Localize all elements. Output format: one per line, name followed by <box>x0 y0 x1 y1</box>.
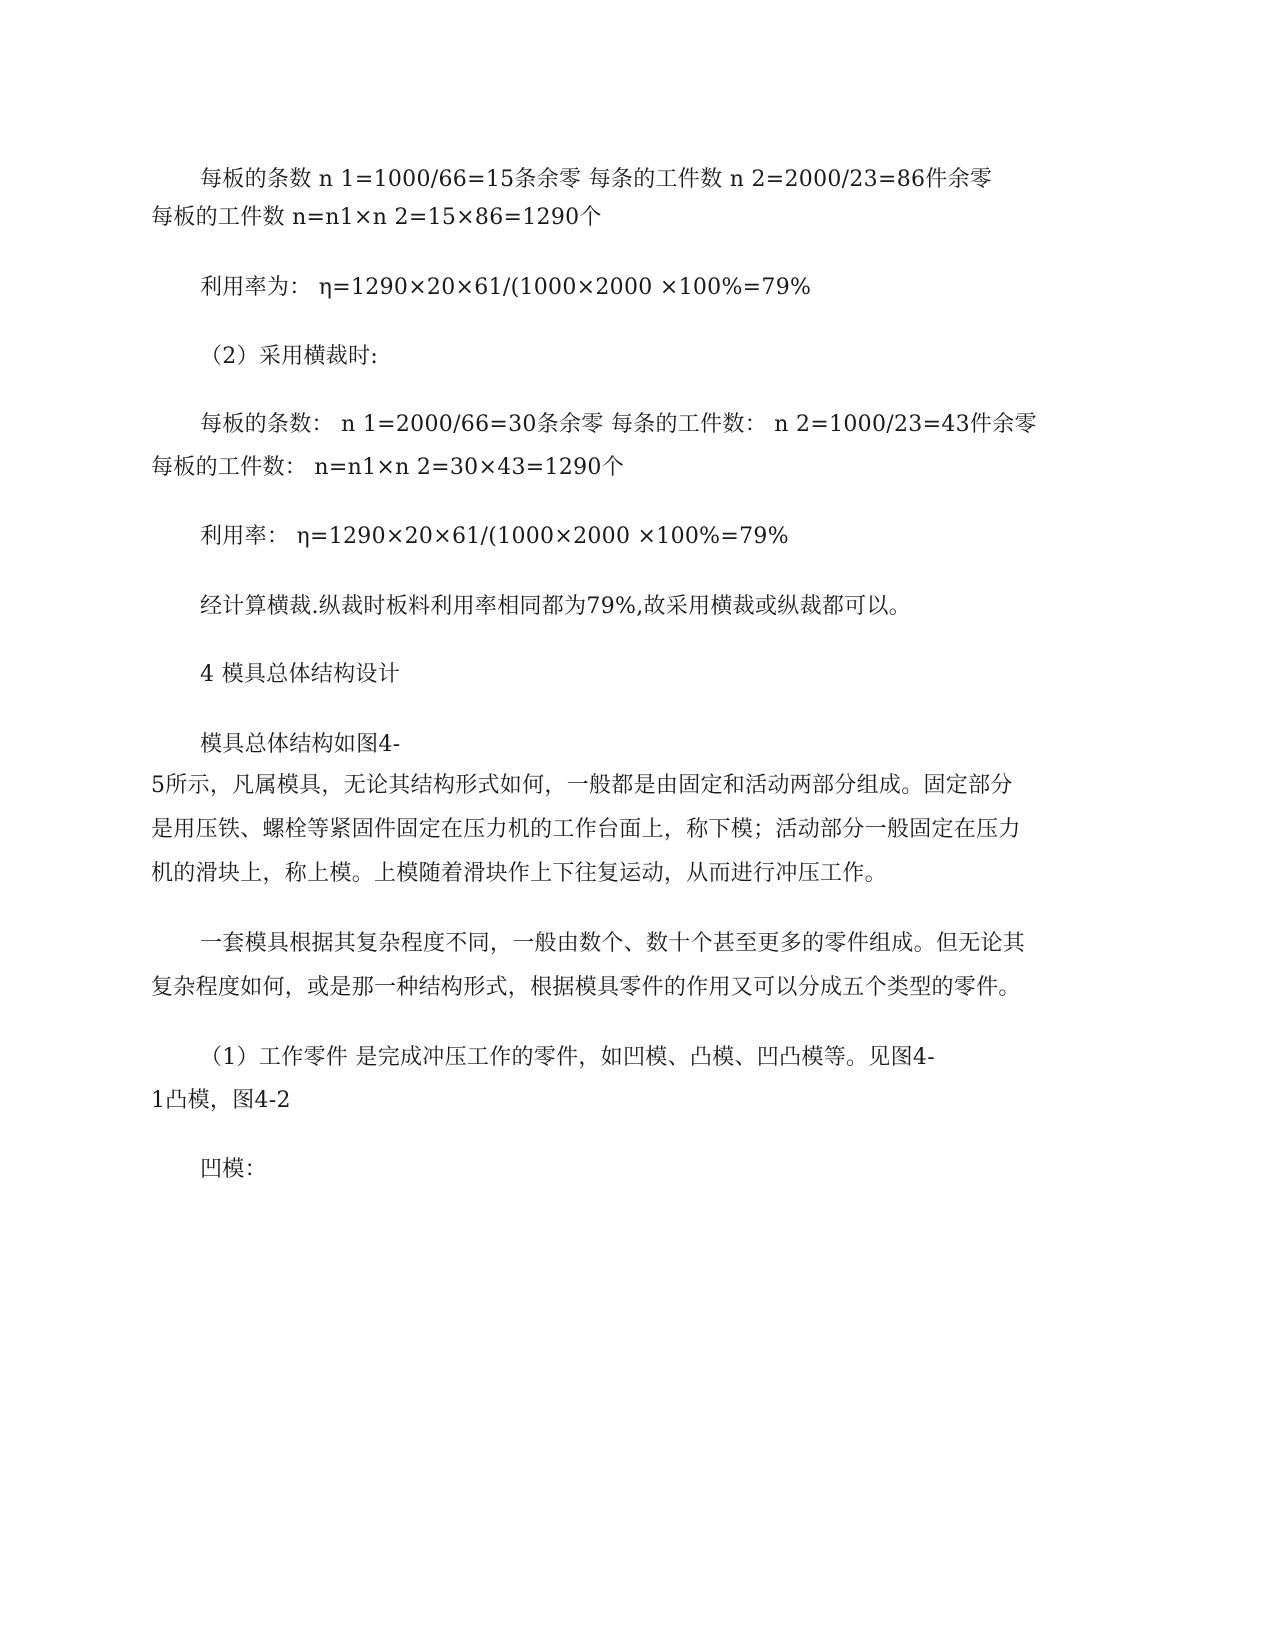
calc-strips-per-sheet-line: 每板的条数 n 1=1000/66=15条余零 每条的工件数 n 2=2000/23=86件余零 <box>200 167 993 192</box>
working-parts-line-2: 1凸模，图4-2 <box>151 1088 291 1113</box>
calc-parts-per-sheet-transverse: 每板的工件数： n=n1×n 2=30×43=1290个 <box>151 455 625 480</box>
paragraph-structure-line-3: 是用压铁、螺栓等紧固件固定在压力机的工作台面上，称下模；活动部分一般固定在压力 <box>151 817 1021 842</box>
conclusion-line: 经计算横裁.纵裁时板料利用率相同都为79%,故采用横裁或纵裁都可以。 <box>200 594 912 619</box>
calc-parts-per-sheet-line: 每板的工件数 n=n1×n 2=15×86=1290个 <box>151 205 602 230</box>
paragraph-structure-line-4: 机的滑块上，称上模。上模随着滑块作上下往复运动，从而进行冲压工作。 <box>151 861 887 886</box>
paragraph-structure-line-1: 模具总体结构如图4- <box>200 732 401 757</box>
transverse-cutting-heading: （2）采用横裁时: <box>200 344 379 369</box>
working-parts-line-1: （1）工作零件 是完成冲压工作的零件，如凹模、凸模、凹凸模等。见图4- <box>200 1045 935 1070</box>
paragraph-parts-line-2: 复杂程度如何，或是那一种结构形式，根据模具零件的作用又可以分成五个类型的零件。 <box>151 975 1021 1000</box>
die-label: 凹模： <box>200 1157 267 1182</box>
utilization-rate-line: 利用率为： η=1290×20×61/(1000×2000 ×100%=79% <box>200 275 812 300</box>
calc-strips-per-sheet-transverse: 每板的条数： n 1=2000/66=30条余零 每条的工件数： n 2=1000/23=43件余零 <box>200 412 1037 437</box>
paragraph-structure-line-2: 5所示，凡属模具，无论其结构形式如何，一般都是由固定和活动两部分组成。固定部分 <box>151 773 1013 798</box>
section-heading-mold-structure: 4 模具总体结构设计 <box>200 662 400 687</box>
paragraph-parts-line-1: 一套模具根据其复杂程度不同，一般由数个、数十个甚至更多的零件组成。但无论其 <box>200 931 1026 956</box>
utilization-rate-transverse: 利用率： η=1290×20×61/(1000×2000 ×100%=79% <box>200 524 789 549</box>
